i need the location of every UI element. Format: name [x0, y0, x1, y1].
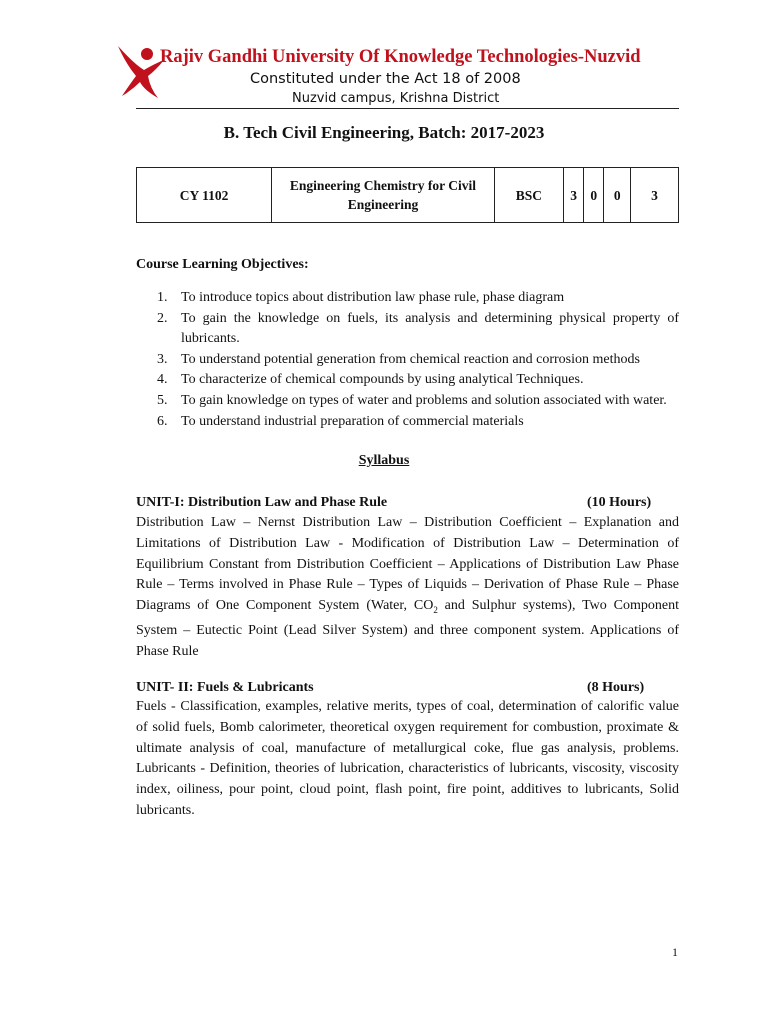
list-number: 5. [157, 392, 168, 408]
subscript: 2 [433, 604, 438, 615]
campus-line: Nuzvid campus, Krishna District [292, 91, 500, 106]
unit-title: UNIT-I: Distribution Law and Phase Rule [136, 495, 388, 510]
header-divider [136, 108, 679, 109]
list-number: 2. [157, 310, 168, 326]
list-number: 6. [157, 413, 168, 429]
practical-hours: 0 [604, 168, 631, 223]
list-item [136, 370, 679, 391]
objective-text: To gain knowledge on types of water and problems and solution associated with water. [181, 392, 667, 408]
objectives-heading: Course Learning Objectives: [136, 257, 309, 272]
list-number: 1. [157, 290, 168, 305]
list-number: 3. [157, 351, 168, 367]
course-info-table [136, 167, 679, 223]
list-number: 4. [157, 372, 168, 388]
unit-text: and Sulphur systems), Two Component System – Eutectic Point (Lead Silver System) and three component system. Applications of Phase Rule [136, 598, 679, 659]
unit-1-body [136, 513, 679, 662]
list-item [136, 350, 679, 371]
constitution-line: Constituted under the Act 18 of 2008 [250, 71, 521, 87]
course-category: BSC [494, 168, 563, 223]
objective-text: To understand potential generation from chemical reaction and corrosion methods [181, 351, 640, 367]
list-item [136, 309, 679, 350]
objective-text: To introduce topics about distribution law phase rule, phase diagram [181, 290, 565, 305]
unit-text: Fuels - Classification, examples, relative merits, types of coal, determination of calorific value of solid fuels, Bomb calorimeter, theoretical oxygen requirement for combustion, proximate & ultimate analysis of coal, manufacture of metallurgical coke, flue gas analysis, problems. Lubricants - Definition, theories of lubrication, characteristics of lubricants, viscosity, viscosity index, oiliness, pour point, cloud point, flash point, fire point, additives to lubricants, Solid lubricants. [136, 699, 679, 818]
lecture-hours: 3 [563, 168, 583, 223]
list-item [136, 412, 679, 433]
page-number: 1 [672, 945, 678, 959]
page-title: B. Tech Civil Engineering, Batch: 2017-2023 [223, 123, 545, 142]
unit-2-heading [136, 680, 679, 696]
unit-2-body [136, 697, 679, 822]
tutorial-hours: 0 [584, 168, 604, 223]
objective-text: To characterize of chemical compounds by using analytical Techniques. [181, 372, 584, 388]
unit-1-heading [136, 495, 679, 511]
course-credits: 3 [631, 168, 679, 223]
unit-title: UNIT- II: Fuels & Lubricants [136, 680, 314, 695]
unit-hours: (8 Hours) [587, 680, 645, 695]
course-code: CY 1102 [137, 168, 272, 223]
syllabus-heading: Syllabus [358, 453, 410, 468]
university-name: Rajiv Gandhi University Of Knowledge Technologies-Nuzvid [160, 47, 641, 67]
objective-text: To understand industrial preparation of commercial materials [181, 413, 524, 429]
list-item [136, 288, 679, 309]
objective-text: To gain the knowledge on fuels, its analysis and determining physical property of lubricants. [181, 310, 679, 347]
table-row [137, 168, 679, 223]
course-name: Engineering Chemistry for Civil Engineering [272, 168, 495, 223]
unit-hours: (10 Hours) [587, 495, 652, 510]
list-item [136, 391, 679, 412]
unit-text: Distribution Law – Nernst Distribution Law – Distribution Coefficient – Explanation and Limitations of Distribution Law - Modification of Distribution Law – Determination of Equilibrium Constant from Distribution Coefficient – Applications of Distribution Law Phase Rule – Terms involved in Phase Rule – Types of Liquids – Derivation of Phase Rule – Phase Diagrams of One Component System (Water, CO [136, 515, 679, 614]
objectives-list [136, 288, 679, 432]
